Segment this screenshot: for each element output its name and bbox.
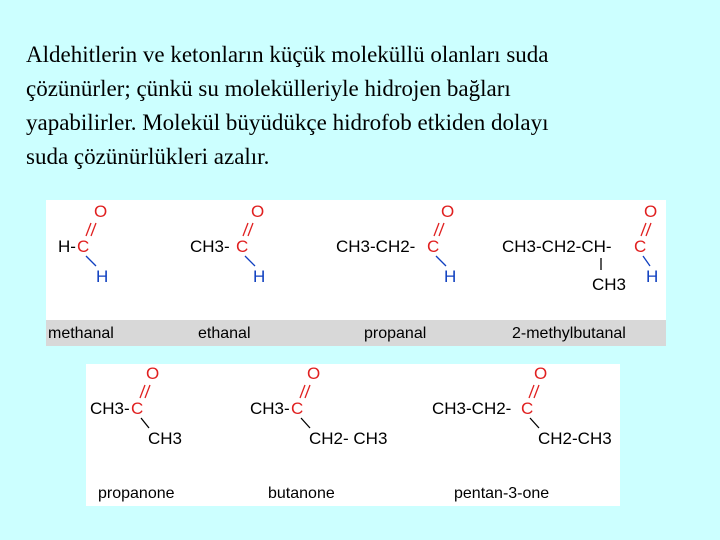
methylbutanal-branch: CH3 [592,275,627,294]
butanone-right-group: CH2- CH3 [309,429,388,448]
description-paragraph: Aldehitlerin ve ketonların küçük moleküllü olanları suda çözünürler; çünkü su molekülleriyle hidrojen bağları yapabilirler. Molekül büyüdükçe hidrofob etkiden dolayı suda çözünürlükleri azalır. [26,42,549,169]
methylbutanal-oxygen: O [644,202,658,221]
pentanone-caption: pentan-3-one [454,485,550,502]
propanone-caption: propanone [98,485,175,502]
methanal-carbon: C [77,237,90,256]
methylbutanal-hydrogen: H [646,267,659,286]
pentanone-left-group: CH3-CH2- [432,399,512,418]
methylbutanal-left-group: CH3-CH2-CH- [502,237,612,256]
ethanal-left-group: CH3- [190,237,230,256]
methanal-hydrogen: H [96,267,109,286]
propanal-hydrogen: H [444,267,457,286]
butanone-left-group: CH3- [250,399,290,418]
ketones-panel [86,364,620,506]
propanal-carbon: C [427,237,440,256]
pentanone-carbon: C [521,399,534,418]
methanal-left-group: H- [58,237,76,256]
butanone-carbon: C [291,399,304,418]
propanone-oxygen: O [146,364,160,383]
propanal-oxygen: O [441,202,455,221]
ethanal-oxygen: O [251,202,265,221]
propanone-structure [90,364,182,502]
propanone-left-group: CH3- [90,399,130,418]
methylbutanal-caption: 2-methylbutanal [512,325,626,342]
ethanal-caption: ethanal [198,325,251,342]
ethanal-hydrogen: H [253,267,266,286]
propanone-right-group: CH3 [148,429,183,448]
butanone-caption: butanone [268,485,335,502]
pentanone-oxygen: O [534,364,548,383]
propanal-caption: propanal [364,325,427,342]
butanone-structure [250,364,387,502]
pentanone-structure [432,364,612,502]
ethanal-carbon: C [236,237,249,256]
pentanone-right-group: CH2-CH3 [538,429,612,448]
methanal-oxygen: O [94,202,108,221]
methylbutanal-carbon: C [634,237,647,256]
aldehydes-panel [46,200,666,346]
propanone-carbon: C [131,399,144,418]
methanal-caption: methanal [48,325,114,342]
propanal-left-group: CH3-CH2- [336,237,416,256]
butanone-oxygen: O [307,364,321,383]
